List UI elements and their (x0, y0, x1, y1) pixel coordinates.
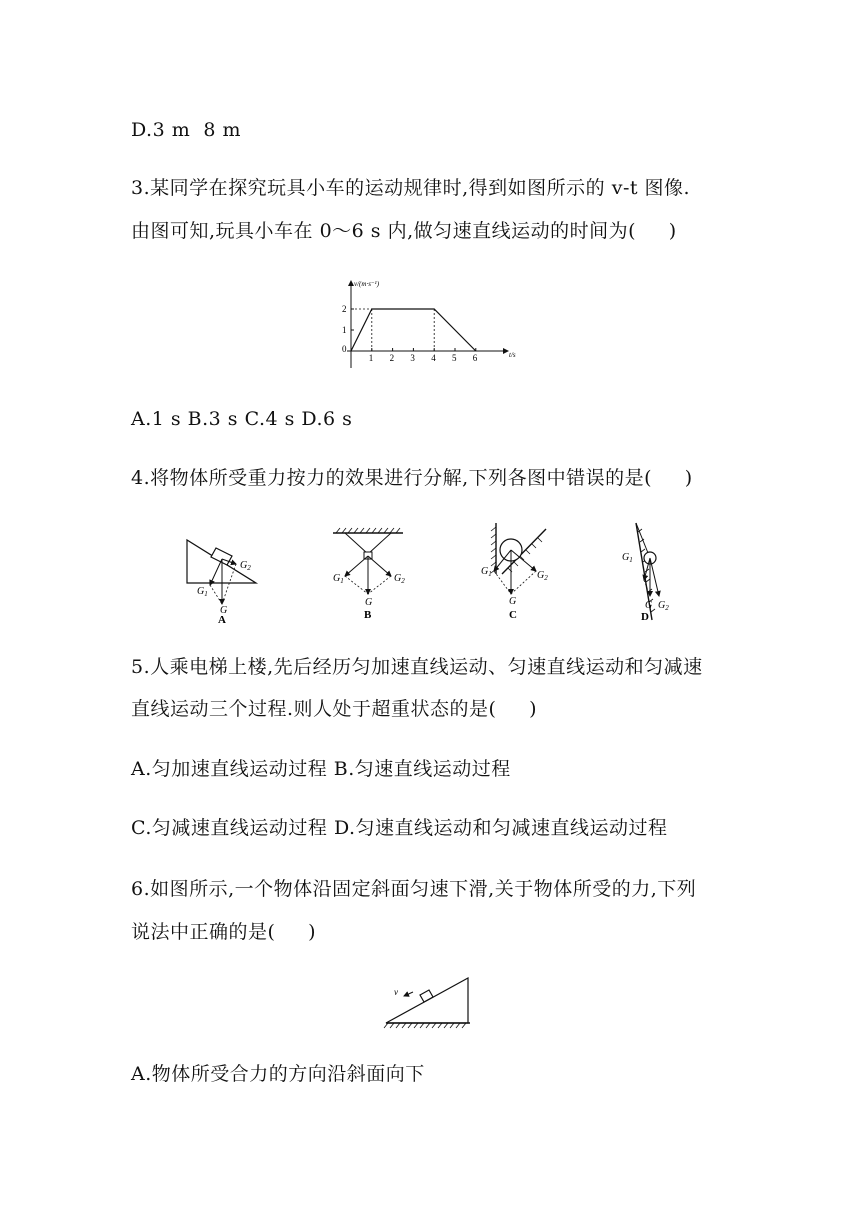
vt-chart (335, 276, 530, 372)
x-tick-label: 3 (410, 353, 415, 363)
svg-text:G2: $G_2$ (658, 600, 669, 612)
question-5-line-2: 直线运动三个过程.则人处于超重状态的是( ) (131, 698, 538, 720)
question-6-line-1: 6.如图所示,一个物体沿固定斜面匀速下滑,关于物体所受的力,下列 (131, 878, 697, 900)
question-6-option-a: A.物体所受合力的方向沿斜面向下 (131, 1063, 425, 1085)
label-g2: $G_2$ (240, 560, 251, 572)
x-tick-label: 6 (472, 353, 478, 363)
velocity-label: v (394, 987, 398, 997)
question-5-option-cd: C.匀减速直线运动过程 D.匀速直线运动和匀减速直线运动过程 (131, 817, 668, 839)
figure-label-a: A (218, 614, 226, 624)
x-axis-label: t/s (509, 351, 516, 359)
x-tick-label: 0 (342, 344, 347, 354)
incline-figure (380, 972, 476, 1030)
svg-text:G1: $G_1$ (333, 573, 344, 585)
svg-text:G: G (509, 596, 517, 607)
x-tick-label: 5 (452, 353, 457, 363)
svg-text:G1: $G_1$ (622, 552, 633, 564)
question-5-line-1: 5.人乘电梯上楼,先后经历匀加速直线运动、匀速直线运动和匀减速 (131, 656, 703, 678)
y-tick-label: 2 (342, 304, 347, 314)
question-3-line-2: 由图可知,玩具小车在 0～6 s 内,做匀速直线运动的时间为( ) (131, 220, 677, 242)
vt-line (351, 309, 476, 351)
figure-label-b: B (364, 609, 372, 621)
y-axis-label: v/(m·s⁻¹) (354, 280, 380, 288)
label-g: G (220, 605, 228, 616)
question-6-line-2: 说法中正确的是( ) (131, 921, 317, 943)
question-3-line-1: 3.某同学在探究玩具小车的运动规律时,得到如图所示的 v-t 图像. (131, 177, 691, 199)
label-g1: $G_1$ (197, 586, 208, 598)
svg-text:G2: $G_2$ (537, 570, 548, 582)
force-figure-a (184, 534, 264, 624)
svg-text:G2: $G_2$ (394, 573, 405, 585)
question-3-options: A.1 s B.3 s C.4 s D.6 s (131, 408, 353, 430)
x-tick-label: 1 (368, 353, 374, 363)
question-4-line-1: 4.将物体所受重力按力的效果进行分解,下列各图中错误的是( ) (131, 467, 693, 489)
line-d-answer: D.3 m 8 m (131, 119, 241, 141)
svg-text:G1: $G_1$ (481, 566, 492, 578)
figure-label-d: D (641, 611, 649, 623)
x-tick-label: 4 (431, 353, 436, 363)
force-figure-b (331, 527, 407, 623)
vt-ticks (351, 309, 476, 351)
svg-text:G: G (645, 600, 653, 611)
force-figure-d (618, 520, 678, 624)
x-tick-label: 2 (389, 353, 395, 363)
figure-label-c: C (509, 609, 517, 621)
svg-text:G: G (365, 597, 373, 608)
force-figure-c (478, 519, 554, 623)
y-tick-label: 1 (342, 325, 347, 335)
question-5-option-ab: A.匀加速直线运动过程 B.匀速直线运动过程 (131, 758, 511, 780)
